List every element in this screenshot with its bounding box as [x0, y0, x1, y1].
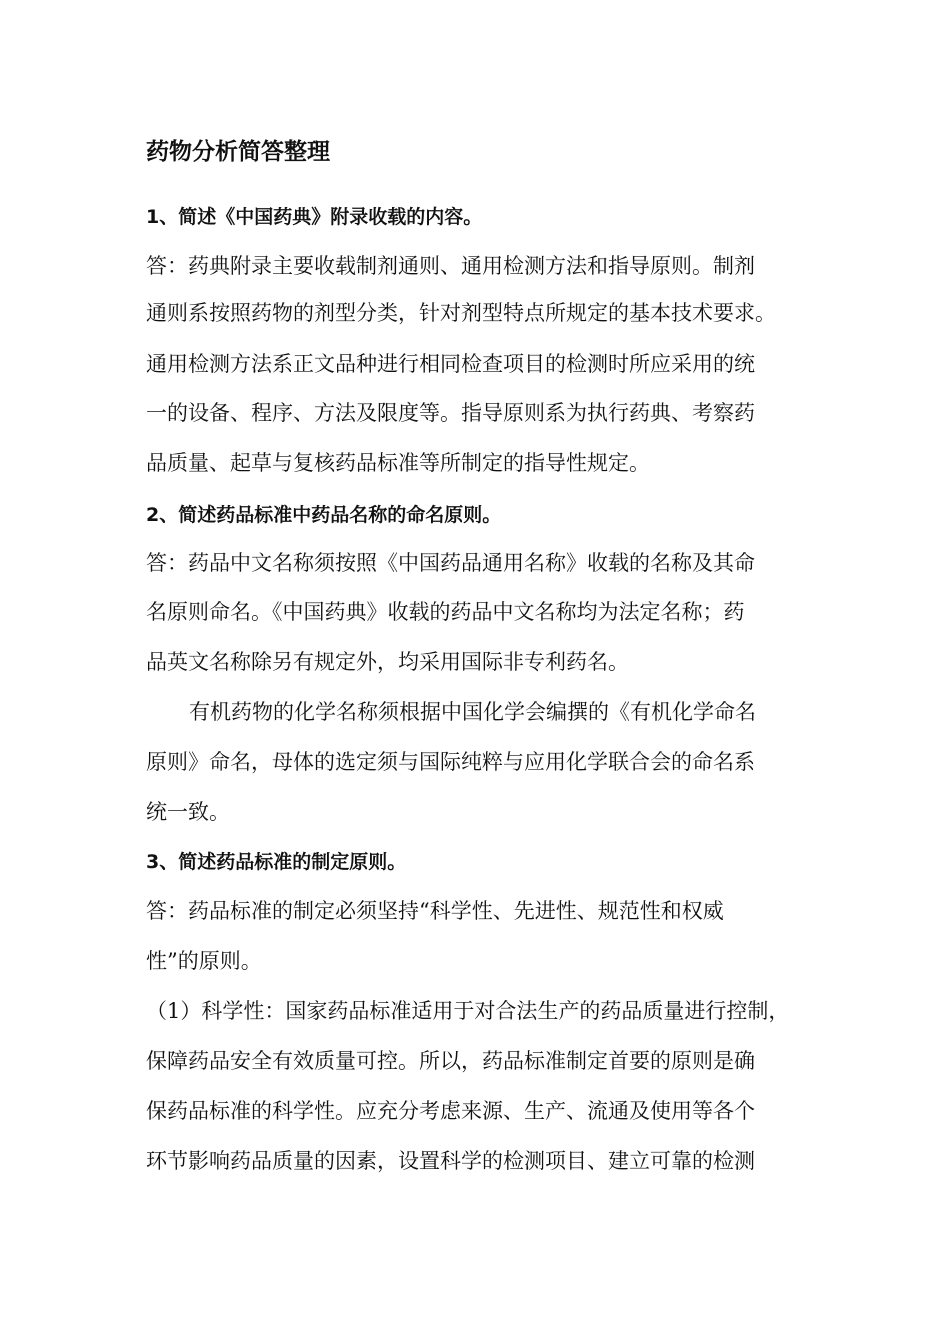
answer-1-line-4: 一的设备、程序、方法及限度等。指导原则系为执行药典、考察药 [146, 401, 755, 425]
answer-2-line-6: 统一致。 [146, 800, 230, 824]
answer-2-line-5: 原则》命名，母体的选定须与国际纯粹与应用化学联合会的命名系 [146, 750, 755, 774]
question-3-heading: 3、简述药品标准的制定原则。 [146, 851, 407, 873]
answer-2-line-2: 名原则命名。《中国药典》收载的药品中文名称均为法定名称；药 [146, 600, 745, 624]
answer-1-line-5: 品质量、起草与复核药品标准等所制定的指导性规定。 [146, 451, 650, 475]
answer-3-line-4: 保障药品安全有效质量可控。所以，药品标准制定首要的原则是确 [146, 1049, 755, 1073]
answer-3-line-3: （1）科学性：国家药品标准适用于对合法生产的药品质量进行控制， [146, 999, 790, 1023]
answer-3-line-6: 环节影响药品质量的因素，设置科学的检测项目、建立可靠的检测 [146, 1149, 755, 1173]
answer-2-line-4: 有机药物的化学名称须根据中国化学会编撰的《有机化学命名 [189, 700, 756, 724]
answer-3-line-5: 保药品标准的科学性。应充分考虑来源、生产、流通及使用等各个 [146, 1099, 755, 1123]
answer-3-line-1: 答：药品标准的制定必须坚持“科学性、先进性、规范性和权威 [146, 899, 724, 923]
answer-2-line-3: 品英文名称除另有规定外，均采用国际非专利药名。 [146, 650, 629, 674]
answer-1-line-3: 通用检测方法系正文品种进行相同检查项目的检测时所应采用的统 [146, 352, 755, 376]
question-2-heading: 2、简述药品标准中药品名称的命名原则。 [146, 504, 502, 526]
answer-1-line-2: 通则系按照药物的剂型分类，针对剂型特点所规定的基本技术要求。 [146, 301, 776, 325]
question-1-heading: 1、简述《中国药典》附录收载的内容。 [146, 206, 483, 228]
document-title: 药物分析简答整理 [146, 139, 330, 165]
answer-1-line-1: 答：药典附录主要收载制剂通则、通用检测方法和指导原则。制剂 [146, 254, 755, 278]
answer-3-line-2: 性”的原则。 [146, 949, 262, 973]
answer-2-line-1: 答：药品中文名称须按照《中国药品通用名称》收载的名称及其命 [146, 551, 755, 575]
